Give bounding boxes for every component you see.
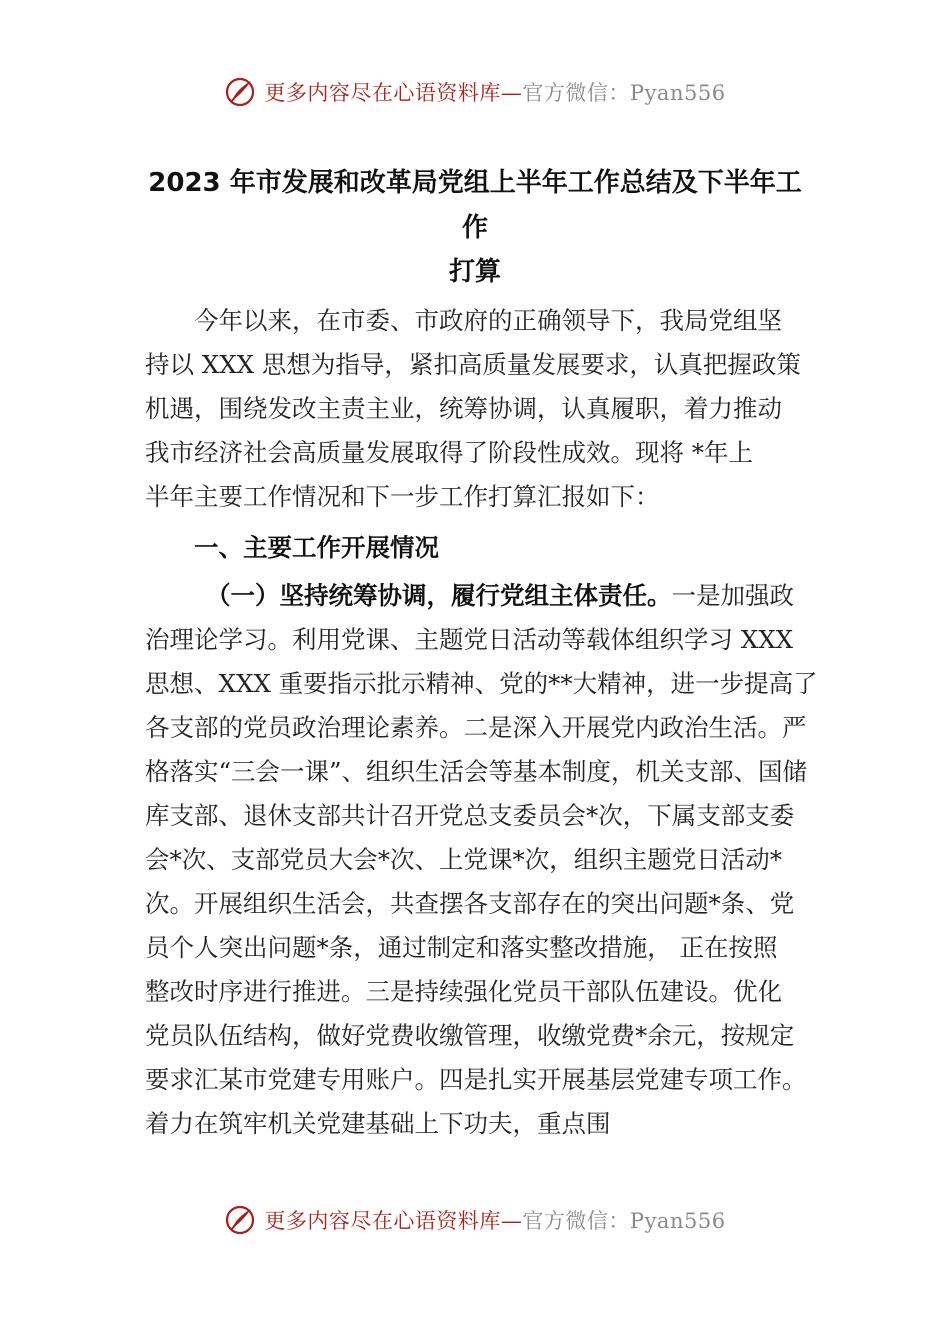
body-line: 我市经济社会高质量发展取得了阶段性成效。现将 *年上: [145, 438, 754, 467]
body-line: 格落实“三会一课”、组织生活会等基本制度，机关支部、国储: [145, 757, 808, 786]
body-line: 各支部的党员政治理论素养。二是深入开展党内政治生活。严: [145, 713, 807, 742]
quill-logo-icon: [224, 76, 256, 108]
body-line: 治理论学习。利用党课、主题党日活动等载体组织学习 XXX: [145, 625, 794, 654]
body-line: 今年以来，在市委、市政府的正确领导下，我局党组坚: [194, 306, 782, 335]
body-line: 整改时序进行推进。三是持续强化党员干部队伍建设。优化: [145, 977, 782, 1006]
body-line: 半年主要工作情况和下一步工作打算汇报如下：: [145, 482, 660, 511]
body-line: 库支部、退休支部共计召开党总支委员会*次，下属支部支委: [145, 801, 795, 830]
section-heading: 一、主要工作开展情况: [194, 533, 439, 562]
body-line: 要求汇某市党建专用账户。四是扎实开展基层党建专项工作。: [145, 1065, 807, 1094]
subsection-line: [206, 574, 794, 618]
body-line: 党员队伍结构，做好党费收缴管理，收缴党费*余元，按规定: [145, 1021, 795, 1050]
banner-wechat-text: 官方微信：Pyan556: [522, 1209, 726, 1233]
banner-wechat-text: 官方微信：Pyan556: [522, 81, 726, 105]
footer-banner: [0, 1198, 950, 1242]
banner-text: [264, 77, 725, 107]
document-title-line-2: 作: [461, 213, 488, 243]
document-title-line-3: 打算: [448, 257, 501, 287]
body-line: 机遇，围绕发改主责主业，统筹协调，认真履职，着力推动: [145, 394, 782, 423]
subsection-heading: （一）坚持统筹协调，履行党组主体责任。: [206, 581, 672, 610]
banner-text: [264, 1205, 725, 1235]
body-line: 思想、XXX 重要指示批示精神、党的**大精神，进一步提高了: [145, 669, 818, 698]
body-line: 持以 XXX 思想为指导，紧扣高质量发展要求，认真把握政策: [145, 350, 801, 379]
body-line: 员个人突出问题*条，通过制定和落实整改措施， 正在按照: [145, 933, 778, 962]
body-line: 会*次、支部党员大会*次、上党课*次，组织主题党日活动*: [145, 845, 782, 874]
header-banner: [0, 70, 950, 114]
document-title-line-1: 2023 年市发展和改革局党组上半年工作总结及下半年工: [148, 168, 802, 198]
banner-main-text: 更多内容尽在心语资料库—: [264, 1209, 523, 1233]
subsection-text: 一是加强政: [671, 581, 794, 610]
banner-main-text: 更多内容尽在心语资料库—: [264, 81, 523, 105]
body-line: 次。开展组织生活会，共查摆各支部存在的突出问题*条、党: [145, 889, 795, 918]
quill-logo-icon: [224, 1204, 256, 1236]
body-line: 着力在筑牢机关党建基础上下功夫，重点围: [145, 1109, 611, 1138]
